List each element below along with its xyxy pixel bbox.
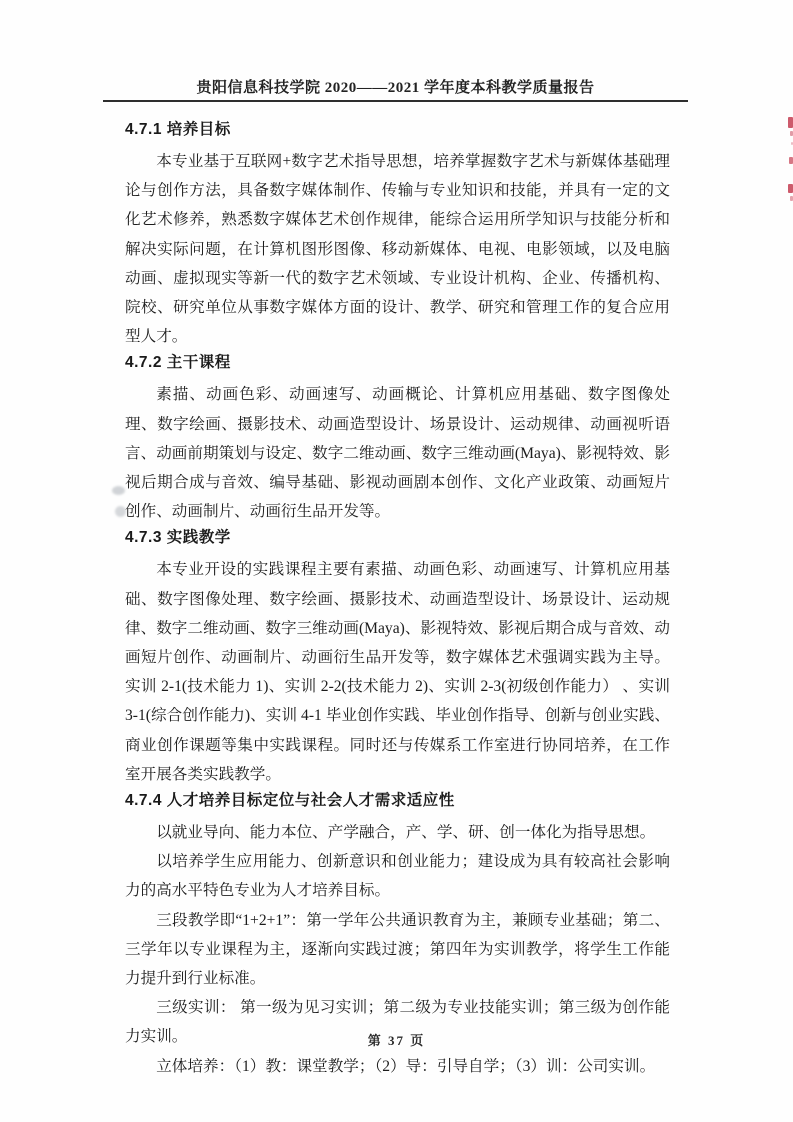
red-edge-scan-mark [788, 184, 793, 193]
page-number: 第 37 页 [367, 1033, 426, 1048]
section-4-7-2-paragraph: 素描、动画色彩、动画速写、动画概论、计算机应用基础、数字图像处理、数字绘画、摄影技术、动画造型设计、场景设计、运动规律、动画视听语言、动画前期策划与设定、数字二维动画、数字三维动画(Maya)、影视特效、影视后期合成与音效、编导基础、影视动画剧本创作、文化产业政策、动画短片创作、动画制片、动画衍生品开发等。 [125, 386, 670, 521]
section-4-7-3 [125, 526, 670, 789]
pencil-scan-mark [115, 506, 126, 517]
section-4-7-2 [125, 351, 670, 526]
report-header [103, 0, 688, 102]
section-heading-4-7-2: 4.7.2 主干课程 [125, 354, 231, 372]
red-edge-scan-mark [789, 157, 793, 164]
section-4-7-4-paragraph-1: 以就业导向、能力本位、产学融合，产、学、研、创一体化为指导思想。 [156, 824, 656, 842]
pencil-scan-mark [112, 486, 125, 495]
section-heading-4-7-4: 4.7.4 人才培养目标定位与社会人才需求适应性 [125, 792, 455, 810]
red-edge-scan-mark [788, 117, 793, 128]
section-4-7-3-paragraph: 本专业开设的实践课程主要有素描、动画色彩、动画速写、计算机应用基础、数字图像处理、数字绘画、摄影技术、动画造型设计、场景设计、运动规律、数字二维动画、数字三维动画(Maya)、影视特效、影视后期合成与音效、动画短片创作、动画制片、动画衍生品开发等，数字媒体艺术强调实践为主导。实训 2-1(技术能力 1)、实训 2-2(技术能力 2)、实训 2-3(初级创作能力） 、实训 3-1(综合创作能力)、实训 4-1 毕业创作实践、毕业创作指导、创新与创业实践、商业创作课题等集中实践课程。同时还与传媒系工作室进行协同培养，在工作室开展各类实践教学。 [125, 561, 670, 783]
document-footer [0, 1030, 793, 1050]
section-4-7-1-paragraph: 本专业基于互联网+数字艺术指导思想，培养掌握数字艺术与新媒体基础理论与创作方法，具备数字媒体制作、传输与专业知识和技能，并具有一定的文化艺术修养，熟悉数字媒体艺术创作规律，能综合运用所学知识与技能分析和解决实际问题，在计算机图形图像、移动新媒体、电视、电影领域，以及电脑动画、虚拟现实等新一代的数字艺术领域、专业设计机构、企业、传播机构、院校、研究单位从事数字媒体方面的设计、教学、研究和管理工作的复合应用型人才。 [125, 153, 670, 346]
document-body [0, 118, 793, 1081]
section-4-7-4-paragraph-3: 三段教学即“1+2+1”：第一学年公共通识教育为主，兼顾专业基础；第二、三学年以专业课程为主，逐渐向实践过渡；第四年为实训教学，将学生工作能力提升到行业标准。 [125, 911, 670, 988]
section-4-7-4-paragraph-2: 以培养学生应用能力、创新意识和创业能力；建设成为具有较高社会影响力的高水平特色专业为人才培养目标。 [125, 853, 670, 900]
section-4-7-1 [125, 118, 670, 351]
section-heading-4-7-3: 4.7.3 实践教学 [125, 529, 231, 547]
report-header-title: 贵阳信息科技学院 2020——2021 学年度本科教学质量报告 [196, 80, 595, 96]
section-4-7-4-paragraph-5: 立体培养：（1）教：课堂教学；（2）导：引导自学；（3）训：公司实训。 [156, 1057, 656, 1075]
section-4-7-4-paragraph-4: 三级实训： 第一级为见习实训；第二级为专业技能实训；第三级为创作能力实训。 [125, 999, 670, 1046]
section-heading-4-7-1: 4.7.1 培养目标 [125, 121, 231, 138]
